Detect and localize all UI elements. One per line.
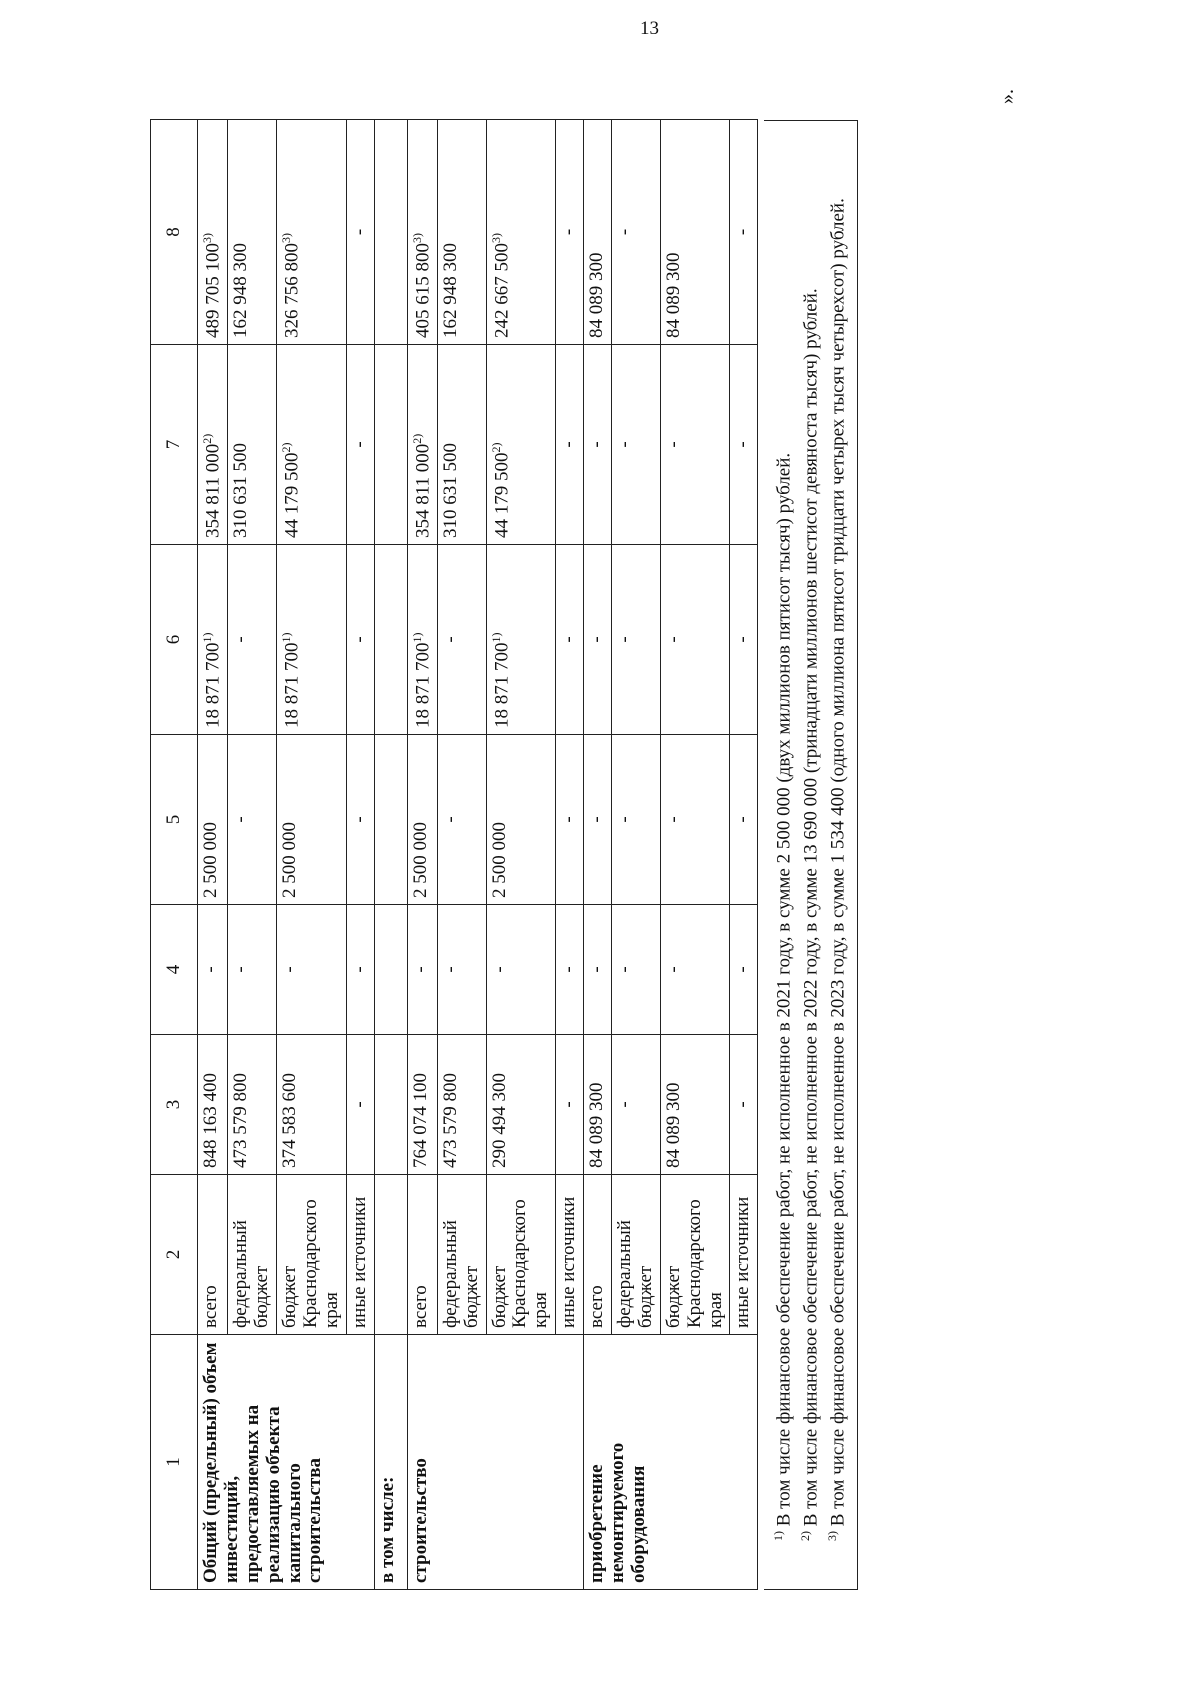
table-cell [407,735,437,905]
footnote-ref: 1) [279,632,293,643]
table-cell [277,1035,347,1175]
cell-value: - [200,966,221,973]
footnote-text: В том числе финансовое обеспечение работ, не исполненное в 2021 году, в сумме 2 500 000 (двух миллионов пятисот тысяч) рублей. [773,452,795,1531]
table-cell [660,120,730,345]
column-header-5: 5 [151,735,198,905]
cell-value: 18 871 700 [490,642,512,728]
cell-value: - [586,636,608,643]
table-cell [584,905,612,1035]
cell-value: 310 631 500 [439,443,461,538]
cell-value: - [614,441,636,448]
cell-value: - [348,636,370,643]
table-cell [346,905,374,1035]
column-header-1: 1 [151,1335,198,1590]
cell-value: - [614,636,636,643]
column-header-4: 4 [151,905,198,1035]
source-cell: всего [198,1175,228,1335]
table-cell [660,735,730,905]
column-header-6: 6 [151,545,198,735]
table-cell [584,120,612,345]
cell-value: 326 756 800 [281,243,303,338]
table-cell [730,905,758,1035]
table-cell [437,905,486,1035]
table-cell [346,1035,374,1175]
table-cell [556,120,584,345]
cell-value: - [614,816,636,823]
footnote-mark: 3) [825,1531,840,1541]
cell-value: - [558,816,580,823]
cell-value: 489 705 100 [202,243,224,338]
cell-value: 473 579 800 [230,1073,252,1168]
table-cell [277,905,347,1035]
cell-value: - [439,966,461,973]
source-cell: федеральный бюджет [228,1175,277,1335]
column-header-7: 7 [151,345,198,545]
table-cell [660,345,730,545]
cell-value: 2 500 000 [488,822,510,898]
column-header-3: 3 [151,1035,198,1175]
section-label: приобретение немонтируемого оборудования [584,1335,758,1590]
table-cell [198,735,228,905]
cell-value: 473 579 800 [439,1073,461,1168]
investment-table [150,119,758,1590]
table-cell [437,1035,486,1175]
table-cell [407,120,437,345]
cell-value: - [558,636,580,643]
cell-value: - [348,441,370,448]
footnote-ref: 3) [279,233,293,243]
footnote-mark: 1) [771,1531,786,1541]
footnotes [764,120,858,1590]
table-cell [374,345,407,545]
table-cell [374,735,407,905]
cell-value: - [586,441,608,448]
footnote-text: В том числе финансовое обеспечение работ, не исполненное в 2022 году, в сумме 13 690 000 (тринадцати миллионов шестисот девяноста тысяч) рублей. [800,288,822,1531]
table-cell [228,905,277,1035]
table-cell [556,1035,584,1175]
cell-value: 84 089 300 [662,1082,684,1168]
table-cell [407,345,437,545]
table-row [584,120,612,1590]
header-row [151,120,198,1590]
cell-value: - [662,816,684,823]
table-cell [437,545,486,735]
table-cell [374,120,407,345]
table-cell [198,905,228,1035]
cell-value: - [732,441,754,448]
cell-value: - [348,1101,370,1108]
table-cell [198,545,228,735]
cell-value: - [662,441,684,448]
cell-value: 84 089 300 [586,252,608,338]
table-cell [486,735,556,905]
table-cell [228,120,277,345]
table-cell [407,905,437,1035]
cell-value: 162 948 300 [439,243,461,338]
table-cell [407,1035,437,1175]
table-cell [486,120,556,345]
footnote-ref: 1) [200,632,214,643]
table-cell [374,1035,407,1175]
cell-value: - [558,1101,580,1108]
table-cell [584,345,612,545]
source-cell: бюджет Краснодарского края [660,1175,730,1335]
cell-value: - [488,966,510,973]
footnote-ref: 3) [488,233,503,243]
table-cell [612,545,661,735]
section-label: строительство [407,1335,584,1590]
cell-value: - [348,816,370,823]
source-cell: федеральный бюджет [437,1175,486,1335]
table-cell [198,1035,228,1175]
cell-value: - [586,966,608,973]
table-cell [660,1035,730,1175]
cell-value: - [230,816,252,823]
cell-value: 2 500 000 [200,822,221,898]
source-cell: всего [407,1175,437,1335]
cell-value: - [614,966,636,973]
cell-value: - [732,228,754,236]
cell-value: - [732,1101,754,1108]
cell-value: 242 667 500 [490,243,512,338]
table-cell [556,345,584,545]
table-cell [374,905,407,1035]
table-cell [374,545,407,735]
table-cell [346,345,374,545]
source-cell: федеральный бюджет [612,1175,661,1335]
table-body [198,120,758,1590]
cell-value: 44 179 500 [490,452,512,538]
cell-value: - [662,966,684,973]
footnote-ref: 2) [409,433,424,444]
table-cell [437,735,486,905]
cell-value: - [732,966,754,973]
table-cell [660,905,730,1035]
cell-value: - [614,1101,636,1108]
footnote [770,129,797,1581]
table-cell [346,120,374,345]
table-cell [612,120,661,345]
cell-value: - [230,636,252,643]
cell-value: - [558,228,580,236]
column-header-2: 2 [151,1175,198,1335]
table-cell [228,545,277,735]
table-cell [730,1035,758,1175]
table-cell [374,1175,407,1335]
cell-value: - [732,636,754,643]
table-cell [612,735,661,905]
footnote [824,129,851,1581]
table-cell [486,545,556,735]
cell-value: - [230,966,252,973]
table-cell [486,345,556,545]
table-cell [556,545,584,735]
table-cell [277,545,347,735]
source-cell: бюджет Краснодарского края [486,1175,556,1335]
table-cell [486,1035,556,1175]
table-cell [730,545,758,735]
cell-value: 18 871 700 [411,642,433,728]
table-cell [612,905,661,1035]
table-cell [407,545,437,735]
footnote-ref: 3) [409,233,424,243]
table-cell [346,735,374,905]
table-cell [346,545,374,735]
cell-value: - [439,816,461,823]
cell-value: 354 811 000 [411,443,433,538]
source-cell: всего [584,1175,612,1335]
footnote-mark: 2) [798,1531,813,1541]
table-cell [660,545,730,735]
cell-value: 374 583 600 [279,1073,300,1168]
closing-mark: ». [996,89,1018,104]
cell-value: 2 500 000 [279,822,300,898]
table-cell [730,345,758,545]
table-cell [228,1035,277,1175]
table-cell [198,120,228,345]
cell-value: - [586,816,608,823]
cell-value: - [439,636,461,643]
footnote-ref: 2) [279,442,293,453]
table-row [407,120,437,1590]
table-cell [730,735,758,905]
table-cell [556,735,584,905]
source-cell: иные источники [346,1175,374,1335]
cell-value: 354 811 000 [202,443,224,538]
column-header-8: 8 [151,120,198,345]
cell-value: 2 500 000 [409,822,431,898]
cell-value: 18 871 700 [202,642,224,728]
cell-value: 290 494 300 [488,1073,510,1168]
section-label: Общий (предельный) объем инвестиций, предоставляемых на реализацию объекта капитального строительства [198,1335,375,1590]
table-cell [277,345,347,545]
cell-value: - [732,816,754,823]
cell-value: - [662,636,684,643]
source-cell: иные источники [730,1175,758,1335]
table-cell [584,735,612,905]
source-cell: иные источники [556,1175,584,1335]
cell-value: - [279,966,300,973]
cell-value: 848 163 400 [200,1073,221,1168]
cell-value: - [348,966,370,973]
cell-value: 162 948 300 [230,243,252,338]
cell-value: - [348,228,370,236]
table-cell [584,1035,612,1175]
footnote-ref: 1) [409,632,424,643]
table-cell [612,1035,661,1175]
table-row [374,120,407,1590]
table-cell [584,545,612,735]
cell-value: 84 089 300 [586,1082,608,1168]
table-cell [228,735,277,905]
table-cell [277,735,347,905]
table-cell [198,345,228,545]
footnote-ref: 1) [488,632,503,643]
cell-value: - [614,228,636,236]
table-cell [228,345,277,545]
footnote-ref: 3) [200,233,214,243]
cell-value: 310 631 500 [230,443,252,538]
footnote [797,129,824,1581]
table-row [198,120,228,1590]
table-cell [437,120,486,345]
cell-value: 84 089 300 [662,252,684,338]
footnote-text: В том числе финансовое обеспечение работ, не исполненное в 2023 году, в сумме 1 534 400 (одного миллиона пятисот тридцати четырех тысяч четырехсот) рублей. [827,198,849,1531]
cell-value: 764 074 100 [409,1073,431,1168]
table-cell: в том числе: [374,1335,407,1590]
cell-value: 18 871 700 [281,642,303,728]
table-cell [612,345,661,545]
rotated-content [150,120,1150,1590]
table-cell [277,120,347,345]
footnote-ref: 2) [200,433,214,444]
cell-value: - [558,966,580,973]
table-cell [730,120,758,345]
source-cell: бюджет Краснодарского края [277,1175,347,1335]
cell-value: 44 179 500 [281,452,303,538]
cell-value: - [409,966,431,973]
cell-value: 405 615 800 [411,243,433,338]
page-number: 13 [640,18,659,39]
table-cell [486,905,556,1035]
table-cell [437,345,486,545]
footnote-ref: 2) [488,442,503,453]
table-cell [556,905,584,1035]
cell-value: - [558,441,580,448]
